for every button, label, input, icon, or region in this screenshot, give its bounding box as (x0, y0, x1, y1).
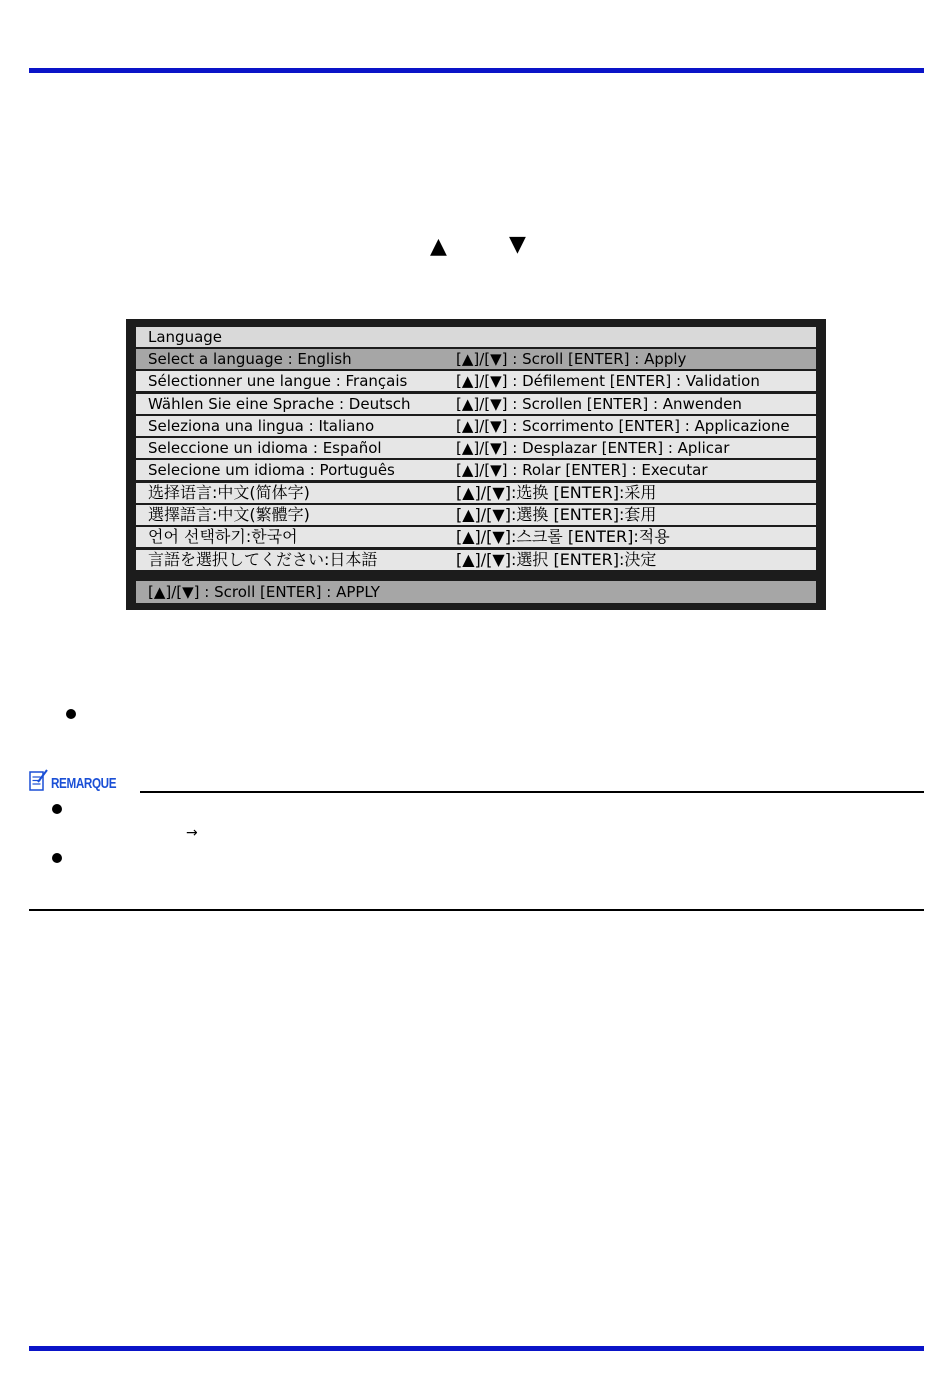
bullet-icon (66, 709, 76, 719)
osd-row-language: Seleccione un idioma : Español (148, 439, 382, 458)
osd-row-help: [▲]/[▼]:選択 [ENTER]:決定 (456, 549, 657, 569)
bullet-icon (52, 853, 62, 863)
bullet-icon (52, 804, 62, 814)
osd-row-traditional-chinese[interactable] (136, 505, 816, 525)
osd-row-language: Wählen Sie eine Sprache : Deutsch (148, 394, 411, 413)
osd-row-help: [▲]/[▼] : Scrollen [ENTER] : Anwenden (456, 394, 742, 413)
osd-row-spanish[interactable] (136, 438, 816, 458)
osd-row-french[interactable] (136, 371, 816, 391)
osd-row-simplified-chinese[interactable] (136, 483, 816, 503)
osd-row-help: [▲]/[▼] : Scroll [ENTER] : Apply (456, 350, 687, 368)
osd-row-language: 언어 선택하기:한국어 (148, 527, 298, 547)
remarque-label: REMARQUE (51, 775, 117, 792)
osd-row-italian[interactable] (136, 416, 816, 436)
osd-row-help: [▲]/[▼]:选换 [ENTER]:采用 (456, 482, 657, 502)
osd-footer-help: [▲]/[▼] : Scroll [ENTER] : APPLY (136, 581, 816, 603)
up-triangle-icon: ▲ (430, 234, 447, 259)
arrow-right-icon: → (186, 825, 198, 841)
language-osd-menu (126, 319, 826, 610)
osd-row-language: Seleziona una lingua : Italiano (148, 416, 375, 435)
osd-row-help: [▲]/[▼] : Rolar [ENTER] : Executar (456, 461, 708, 480)
osd-row-portuguese[interactable] (136, 460, 816, 480)
footer-rule (29, 1346, 924, 1351)
osd-row-help: [▲]/[▼] : Défilement [ENTER] : Validation (456, 372, 760, 391)
remarque-bottom-rule (29, 909, 924, 911)
remarque-top-rule (140, 791, 924, 793)
osd-row-language: Select a language : English (148, 350, 352, 368)
osd-row-help: [▲]/[▼]:스크롤 [ENTER]:적용 (456, 527, 670, 547)
osd-row-language: 选择语言:中文(简体字) (148, 482, 310, 502)
down-triangle-icon: ▼ (509, 232, 526, 257)
osd-row-language: 選擇語言:中文(繁體字) (148, 505, 310, 525)
osd-language-list (136, 349, 816, 572)
osd-row-help: [▲]/[▼]:選換 [ENTER]:套用 (456, 505, 657, 525)
osd-row-language: Selecione um idioma : Português (148, 461, 395, 480)
osd-row-korean[interactable] (136, 527, 816, 547)
osd-row-language: Sélectionner une langue : Français (148, 372, 408, 391)
osd-row-german[interactable] (136, 394, 816, 414)
osd-row-help: [▲]/[▼] : Desplazar [ENTER] : Aplicar (456, 439, 730, 458)
osd-row-help: [▲]/[▼] : Scorrimento [ENTER] : Applicazione (456, 416, 790, 435)
header-rule (29, 68, 924, 73)
osd-row-language: 言語を選択してください:日本語 (148, 549, 378, 569)
osd-title: Language (136, 327, 816, 347)
note-pad-icon (29, 768, 49, 792)
osd-row-japanese[interactable] (136, 550, 816, 570)
osd-row-english[interactable] (136, 349, 816, 369)
